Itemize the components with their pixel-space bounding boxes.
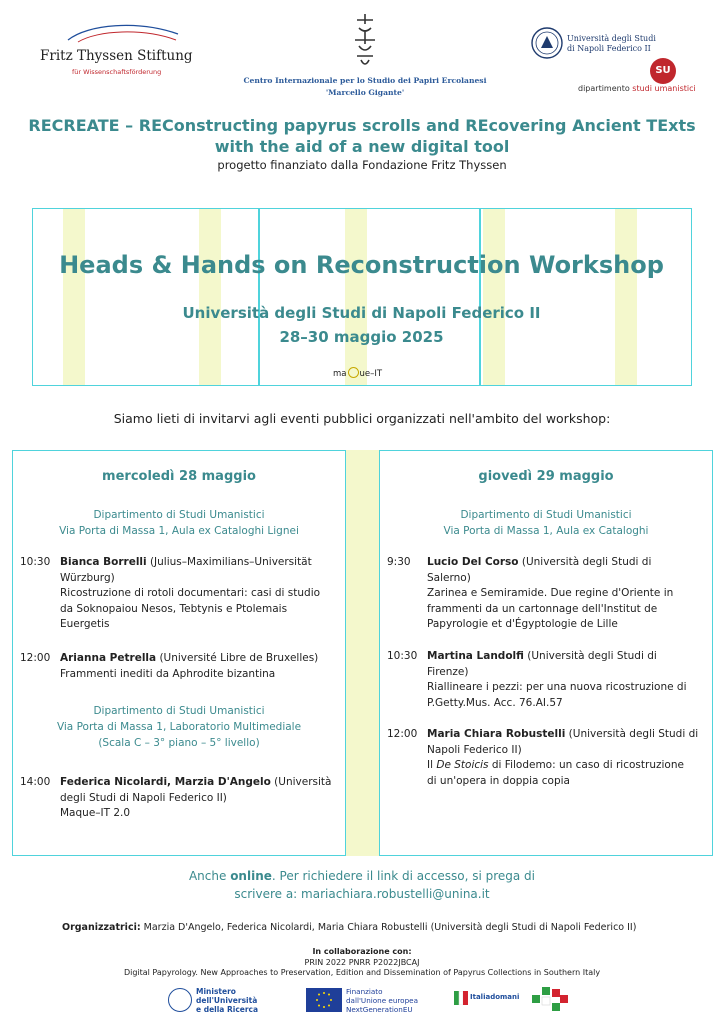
speaker-affiliation: (Università degli Studi di (565, 728, 699, 740)
online-line2-pre: scrivere a: (234, 887, 302, 901)
talk-title: Euergetis (60, 618, 110, 631)
slot-time: 9:30 (387, 556, 411, 568)
venue-block (380, 507, 712, 539)
talk-title: Riallineare i pezzi: per una nuova ricostruzione di (427, 681, 687, 694)
workshop-headline: Heads & Hands on Reconstruction Workshop (59, 251, 664, 279)
unina-line2: di Napoli Federico II (567, 44, 651, 53)
banner-divider (258, 209, 260, 385)
contact-email-link[interactable]: mariachiara.robustelli@unina.it (301, 887, 490, 901)
centro-papiri-logo (240, 10, 490, 97)
center-stripe (346, 450, 379, 856)
tricolor-blocks-icon (530, 985, 570, 1015)
fritz-name: Fritz Thyssen Stiftung (40, 48, 193, 64)
venue-block (13, 703, 345, 751)
collaboration-block (0, 947, 724, 979)
mur-logo (168, 985, 288, 1017)
dipartimento-prefix: dipartimento (578, 84, 633, 93)
slot-time: 14:00 (20, 776, 51, 788)
speaker-affiliation: (Università (270, 776, 332, 788)
centro-line2: 'Marcello Gigante' (325, 88, 405, 97)
talk-title: frammenti da un cartonnage dell'Institut de (427, 602, 658, 615)
talk-pre: Il (427, 759, 437, 772)
unina-line1: Università degli Studi (567, 34, 656, 43)
day-panel-wednesday (12, 450, 346, 856)
talk-title: Papyrologie et d'Égyptologie de Lille (427, 618, 618, 631)
workshop-banner (32, 208, 692, 386)
maque-pre: ma (333, 369, 347, 379)
centro-line1: Centro Internazionale per lo Studio dei Papiri Ercolanesi (243, 76, 487, 85)
day-title: mercoledì 28 maggio (102, 469, 256, 484)
italian-flag-icon (454, 991, 468, 1005)
banner-stripe (615, 209, 637, 385)
online-notice (0, 867, 724, 903)
speaker-affiliation: Würzburg) (60, 571, 115, 584)
speaker-affiliation: Napoli Federico II) (427, 743, 522, 756)
eu-text: Finanziato (346, 987, 383, 996)
banner-divider (479, 209, 481, 385)
venue-line: Dipartimento di Studi Umanistici (93, 705, 265, 717)
organizers-label: Organizzatrici: (62, 922, 141, 933)
project-subtitle: progetto finanziato dalla Fondazione Fritz Thyssen (217, 158, 507, 172)
talk-title (427, 758, 706, 774)
collab-prin: PRIN 2022 PNRR P2022JBCAJ (304, 957, 420, 967)
talk-title: di un'opera in doppia copia (427, 774, 570, 787)
speaker-affiliation: degli Studi di Napoli Federico II) (60, 791, 227, 804)
online-bold: online (230, 869, 272, 883)
speaker-name: Arianna Petrella (60, 652, 157, 664)
speaker-name: Federica Nicolardi, Marzia D'Angelo (60, 776, 271, 788)
swoosh-icon (38, 18, 188, 48)
organizers-names: Marzia D'Angelo, Federica Nicolardi, Maria Chiara Robustelli (Università degli Studi di Napoli Federico II) (140, 922, 637, 933)
mur-text: Ministero (196, 987, 236, 996)
talk-post: di Filodemo: un caso di ricostruzione (488, 759, 684, 772)
venue-line: Via Porta di Massa 1, Aula ex Cataloghi Lignei (59, 525, 299, 537)
organizers-line (62, 922, 636, 933)
venue-line: Via Porta di Massa 1, Aula ex Cataloghi (443, 525, 649, 537)
speaker-name: Maria Chiara Robustelli (427, 728, 566, 740)
eu-flag-icon (306, 988, 342, 1012)
dipartimento-label (578, 84, 696, 93)
maque-ring-icon (348, 367, 359, 378)
maque-it-logo (333, 367, 382, 379)
schedule-item (20, 651, 339, 682)
day-title: giovedì 29 maggio (478, 469, 614, 484)
speaker-affiliation: Firenze) (427, 665, 469, 678)
unina-crest-icon (530, 26, 564, 60)
mur-text: e della Ricerca (196, 1005, 259, 1014)
speaker-affiliation: Salerno) (427, 571, 471, 584)
talk-title: da Soknopaiou Nesos, Tebtynis e Ptolemais (60, 602, 288, 615)
workshop-dates: 28–30 maggio 2025 (279, 328, 444, 346)
su-badge: SU (650, 58, 676, 84)
eu-text: NextGenerationEU (346, 1005, 413, 1014)
italiadomani-logo (454, 985, 520, 1017)
speaker-affiliation: (Julius–Maximilians–Universität (146, 556, 312, 568)
speaker-name: Martina Landolfi (427, 650, 524, 662)
slot-time: 10:30 (387, 650, 418, 662)
banner-stripe (63, 209, 85, 385)
talk-title: Ricostruzione di rotoli documentari: casi di studio (60, 587, 321, 600)
banner-stripe (483, 209, 505, 385)
day-panel-thursday (379, 450, 713, 856)
schedule-item (20, 555, 339, 633)
speaker-affiliation: (Università degli Studi di (523, 650, 657, 662)
eu-text: dall'Unione europea (346, 996, 418, 1005)
project-title-line2: with the aid of a new digital tool (214, 137, 510, 156)
maque-post: ue–IT (359, 369, 383, 379)
mur-text: dell'Università (196, 996, 258, 1005)
venue-line: Via Porta di Massa 1, Laboratorio Multimediale (56, 721, 302, 733)
venue-line: Dipartimento di Studi Umanistici (460, 509, 632, 521)
collab-title: In collaborazione con: (312, 947, 412, 956)
eu-logo (306, 985, 436, 1017)
intro-text: Siamo lieti di invitarvi agli eventi pubblici organizzati nell'ambito del workshop: (113, 411, 611, 426)
schedule-item (387, 555, 706, 633)
venue-line: Dipartimento di Studi Umanistici (93, 509, 265, 521)
workshop-university: Università degli Studi di Napoli Federico II (182, 304, 541, 322)
speaker-name: Lucio Del Corso (427, 556, 519, 568)
speaker-affiliation: (Université Libre de Bruxelles) (156, 652, 319, 664)
venue-block (13, 507, 345, 539)
talk-title: P.Getty.Mus. Acc. 76.AI.57 (427, 696, 563, 709)
online-post: . Per richiedere il link di accesso, si prega di (271, 869, 536, 883)
unina-logo (530, 26, 700, 96)
italiadomani-text: Italiadomani (470, 993, 520, 1001)
online-pre: Anche (188, 869, 231, 883)
fritz-sub: für Wissenschaftsförderung (72, 68, 162, 76)
talk-title: Frammenti inediti da Aphrodite bizantina (60, 667, 276, 680)
tricolor-logo (530, 985, 570, 1017)
speaker-affiliation: (Università degli Studi di (518, 556, 652, 568)
dipartimento-name: studi umanistici (632, 84, 696, 93)
schedule-item (387, 649, 706, 711)
slot-time: 12:00 (387, 728, 418, 740)
schedule-item (387, 727, 706, 789)
banner-stripe (199, 209, 221, 385)
speaker-name: Bianca Borrelli (60, 556, 147, 568)
schedule-item (20, 775, 339, 822)
slot-time: 10:30 (20, 556, 51, 568)
project-title-line1: RECREATE – REConstructing papyrus scrolls and REcovering Ancient TExts (28, 116, 696, 135)
calligraphy-seal-icon (345, 10, 385, 72)
banner-stripe (345, 209, 367, 385)
collab-project: Digital Papyrology. New Approaches to Preservation, Edition and Dissemination of Papyrus Collections in Southern Italy (123, 968, 601, 977)
talk-title: Zarinea e Semiramide. Due regine d'Oriente in (427, 587, 674, 600)
mur-emblem-icon (168, 988, 192, 1012)
talk-title: Maque–IT 2.0 (60, 807, 131, 820)
fritz-thyssen-logo (38, 18, 198, 78)
talk-italic: De Stoicis (436, 759, 489, 772)
slot-time: 12:00 (20, 652, 51, 664)
venue-line: (Scala C – 3° piano – 5° livello) (98, 737, 260, 749)
